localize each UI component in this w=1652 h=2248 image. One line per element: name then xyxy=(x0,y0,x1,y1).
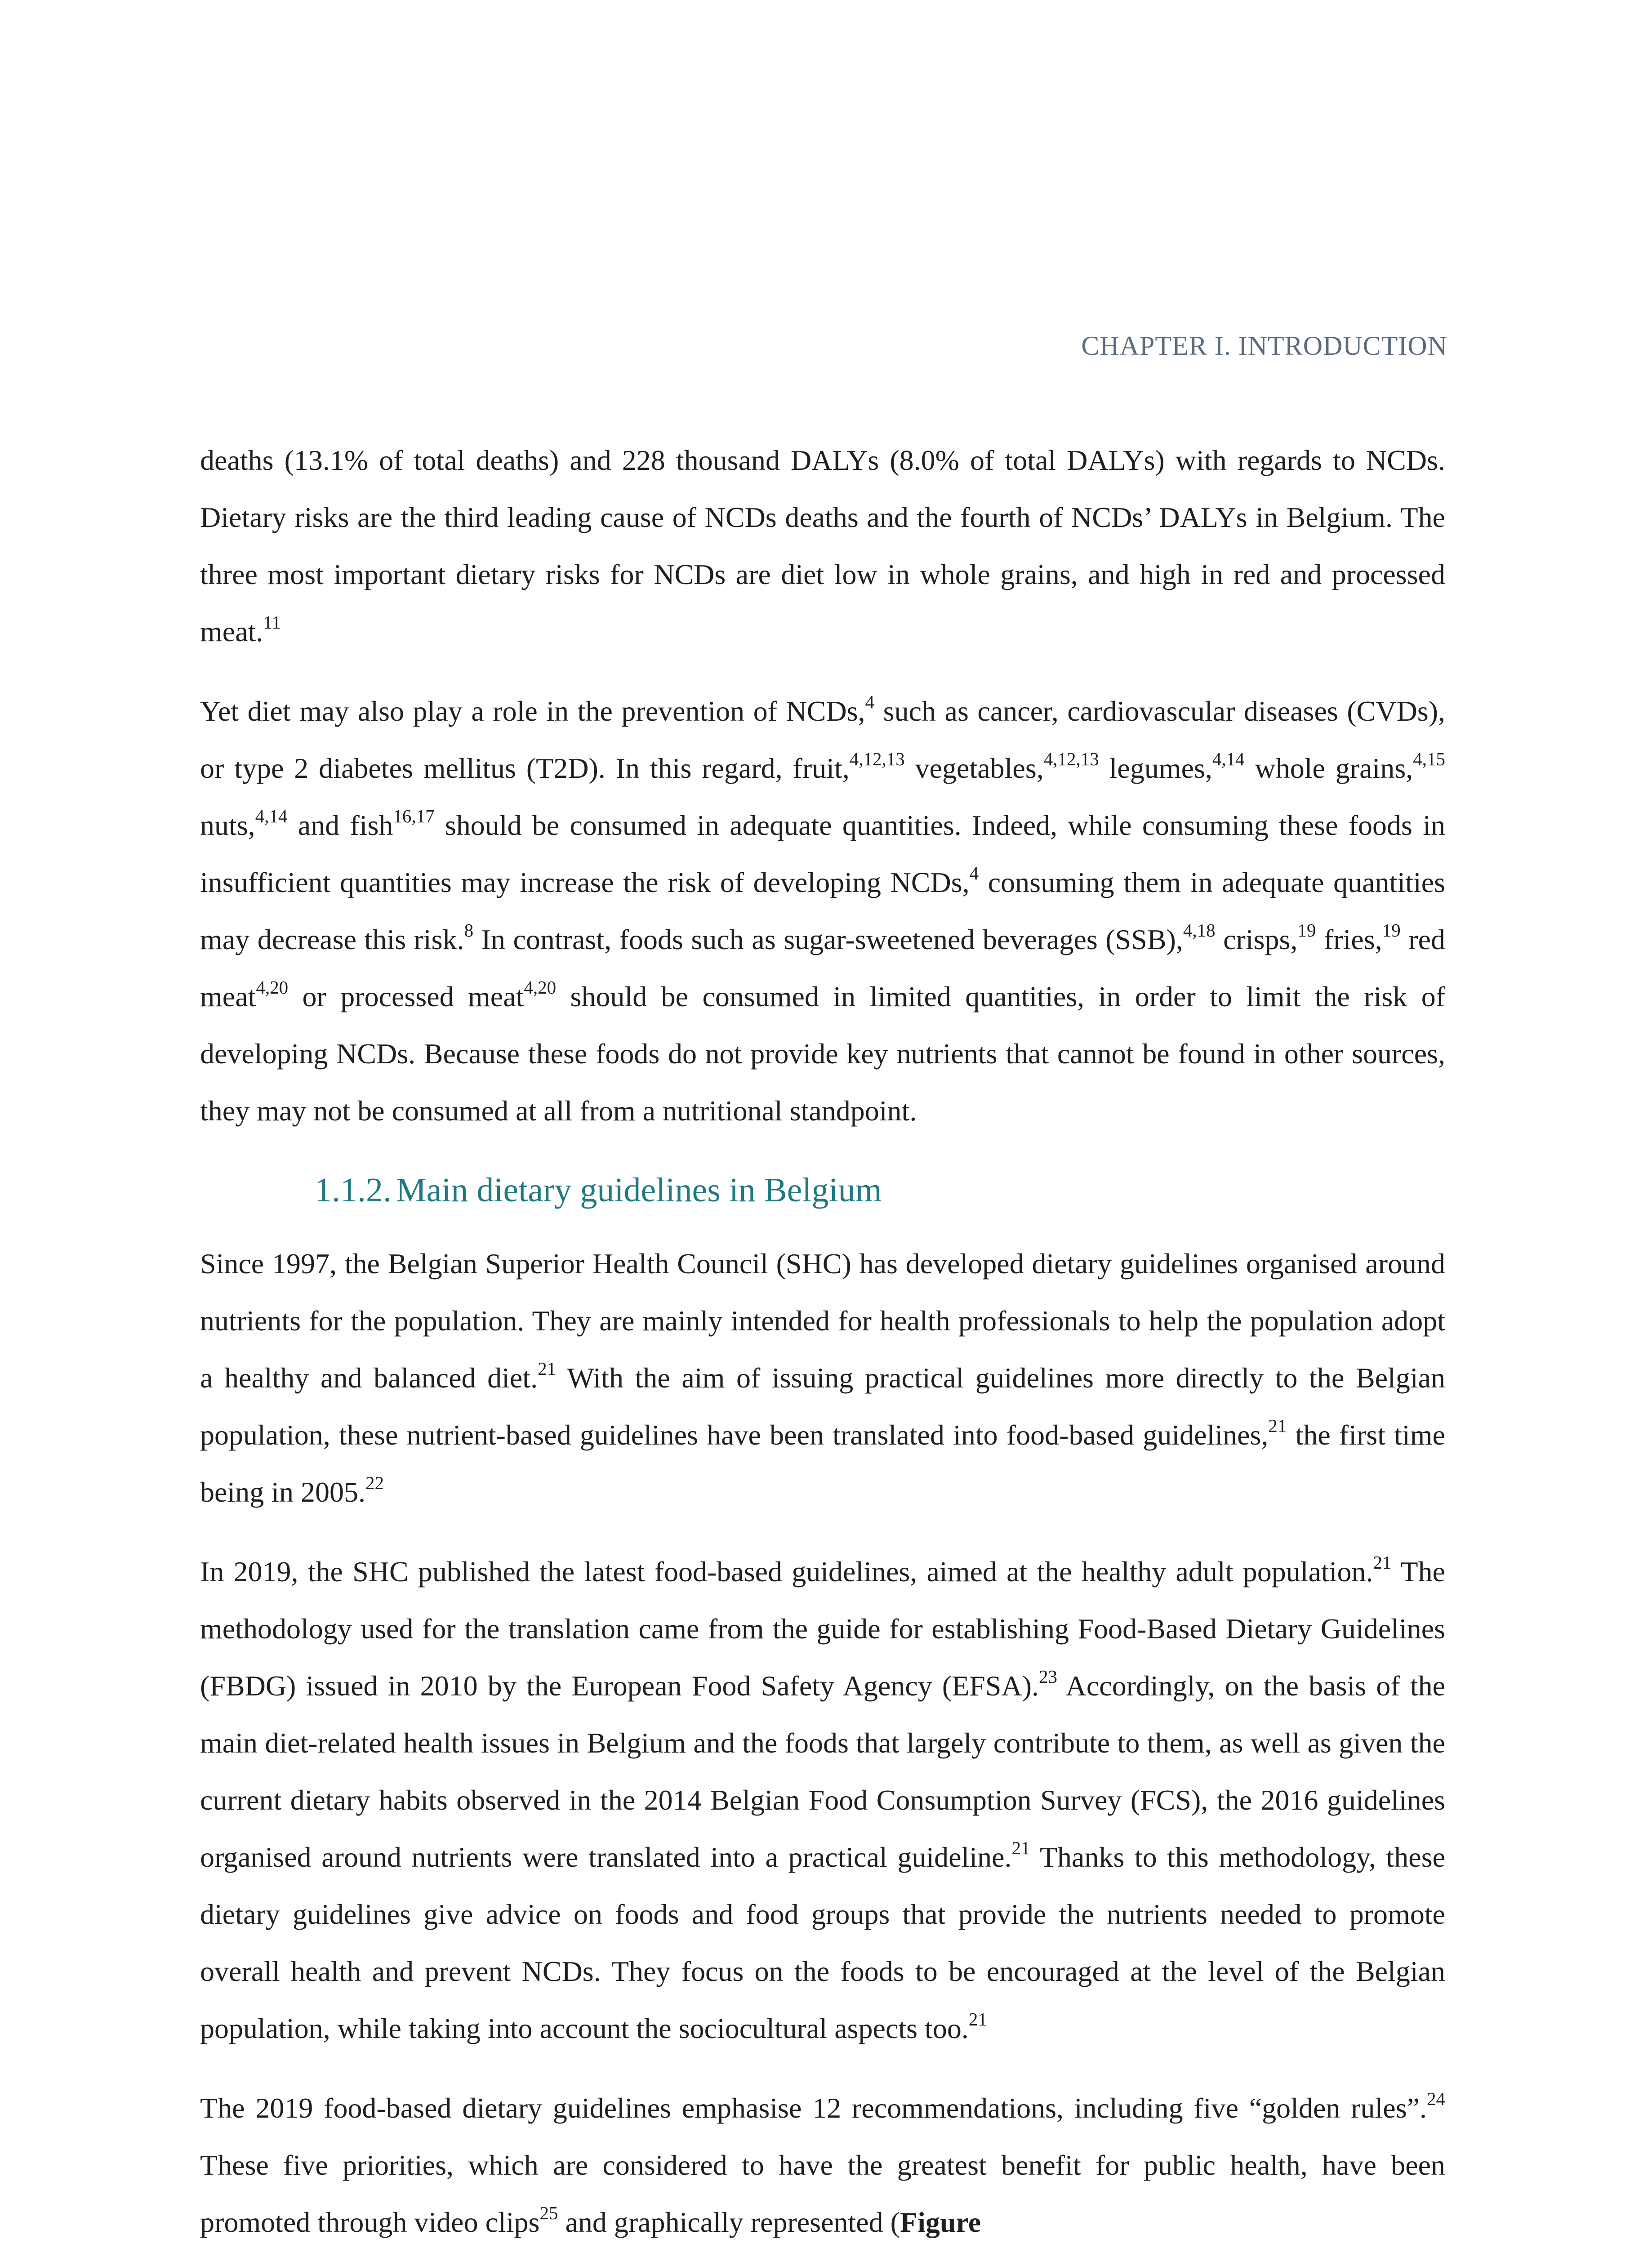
text-run: such as cancer, cardiovascular diseases (CVDs), or type 2 diabetes mellitus (T2D). In this regard, fruit, xyxy=(200,695,1446,784)
citation-superscript: 21 xyxy=(1268,1415,1287,1436)
text-run: whole grains, xyxy=(1244,752,1413,784)
citation-superscript: 4,12,13 xyxy=(1043,748,1099,769)
text-run: the first time being in 2005. xyxy=(200,1419,1446,1508)
text-run: vegetables, xyxy=(904,752,1044,784)
section-title: Main dietary guidelines in Belgium xyxy=(396,1171,882,1209)
text-run: should be consumed in limited quantities, in order to limit the risk of developing NCDs. Because these foods do not provide key nutrients that cannot be found in other sources, they may not be consumed at all from a nutritional standpoint. xyxy=(200,981,1446,1127)
citation-superscript: 4 xyxy=(969,862,979,883)
citation-superscript: 4,12,13 xyxy=(849,748,905,769)
text-run: or processed meat xyxy=(288,981,524,1012)
text-run: legumes, xyxy=(1099,752,1212,784)
citation-superscript: 4,14 xyxy=(1212,748,1245,769)
citation-superscript: 19 xyxy=(1382,919,1401,941)
text-run: These five priorities, which are considered to have the greatest benefit for public health, have been promoted through video clips xyxy=(200,2149,1445,2238)
body-text xyxy=(200,432,1445,2248)
paragraph xyxy=(200,432,1445,660)
citation-superscript: 24 xyxy=(1427,2088,1445,2109)
citation-superscript: 4,14 xyxy=(255,805,288,826)
citation-superscript: 23 xyxy=(1039,1666,1058,1687)
citation-superscript: 4,20 xyxy=(524,977,557,998)
citation-superscript: 21 xyxy=(968,2008,987,2029)
citation-superscript: 22 xyxy=(365,1472,384,1493)
citation-superscript: 21 xyxy=(1373,1552,1392,1573)
text-run: Since 1997, the Belgian Superior Health Council (SHC) has developed dietary guidelines organised around nutrients for the population. They are mainly intended for health professionals to help the population adopt a healthy and balanced diet. xyxy=(200,1248,1445,1394)
citation-superscript: 21 xyxy=(1011,1837,1030,1858)
text-run: In contrast, foods such as sugar-sweetened beverages (SSB), xyxy=(473,923,1183,955)
text-run: The methodology used for the translation came from the guide for establishing Food-Based Dietary Guidelines (FBDG) issued in 2010 by the European Food Safety Agency (EFSA). xyxy=(200,1556,1445,1702)
citation-superscript: 11 xyxy=(263,611,281,633)
paragraph xyxy=(200,682,1445,1139)
text-run: consuming them in adequate quantities may decrease this risk. xyxy=(200,866,1446,955)
text-run: Yet diet may also play a role in the prevention of NCDs, xyxy=(200,695,865,727)
text-run: Accordingly, on the basis of the main diet-related health issues in Belgium and the foods that largely contribute to them, as well as given the current dietary habits observed in the 2014 Belgian Food Consumption Survey (FCS), the 2016 guidelines organised around nutrients were translated into a practical guideline. xyxy=(200,1670,1446,1873)
text-run: and fish xyxy=(287,809,393,841)
text-run: The 2019 food-based dietary guidelines emphasise 12 recommendations, including five “golden rules”. xyxy=(200,2092,1427,2124)
text-run: should be consumed in adequate quantities. Indeed, while consuming these foods in insufficient quantities may increase the risk of developing NCDs, xyxy=(200,809,1446,898)
paragraph xyxy=(200,2079,1445,2248)
citation-superscript: 4,15 xyxy=(1413,748,1446,769)
running-header: CHAPTER I. INTRODUCTION xyxy=(1081,331,1447,361)
paragraph xyxy=(200,1543,1445,2057)
section-heading xyxy=(200,1162,1445,1219)
citation-superscript: 4,20 xyxy=(256,977,289,998)
text-run: deaths (13.1% of total deaths) and 228 thousand DALYs (8.0% of total DALYs) with regards to NCDs. Dietary risks are the third leading cause of NCDs deaths and the fourth of NCDs’ DALYs in Belgium. The three most important dietary risks for NCDs are diet low in whole grains, and high in red and processed meat. xyxy=(200,444,1445,647)
text-run: In 2019, the SHC published the latest food-based guidelines, aimed at the healthy adult population. xyxy=(200,1556,1373,1588)
text-run: nuts, xyxy=(200,809,255,841)
section-number: 1.1.2. xyxy=(315,1171,392,1209)
figure-reference: Figure xyxy=(899,2206,981,2238)
text-run: red meat xyxy=(200,923,1446,1012)
text-run: Thanks to this methodology, these dietary guidelines give advice on foods and food groups that provide the nutrients needed to promote overall health and prevent NCDs. They focus on the foods to be encouraged at the level of the Belgian population, while taking into account the sociocultural aspects too. xyxy=(200,1841,1446,2044)
citation-superscript: 21 xyxy=(538,1358,557,1379)
citation-superscript: 19 xyxy=(1297,919,1316,941)
citation-superscript: 4,18 xyxy=(1183,919,1216,941)
text-run: fries, xyxy=(1316,923,1382,955)
citation-superscript: 4 xyxy=(865,691,875,712)
text-run: and graphically represented ( xyxy=(558,2206,900,2238)
citation-superscript: 25 xyxy=(539,2202,558,2223)
citation-superscript: 8 xyxy=(464,919,474,941)
text-run: crisps, xyxy=(1215,923,1298,955)
paragraph xyxy=(200,1235,1445,1521)
text-run: With the aim of issuing practical guidelines more directly to the Belgian population, these nutrient-based guidelines have been translated into food-based guidelines, xyxy=(200,1362,1445,1451)
citation-superscript: 16,17 xyxy=(393,805,435,826)
